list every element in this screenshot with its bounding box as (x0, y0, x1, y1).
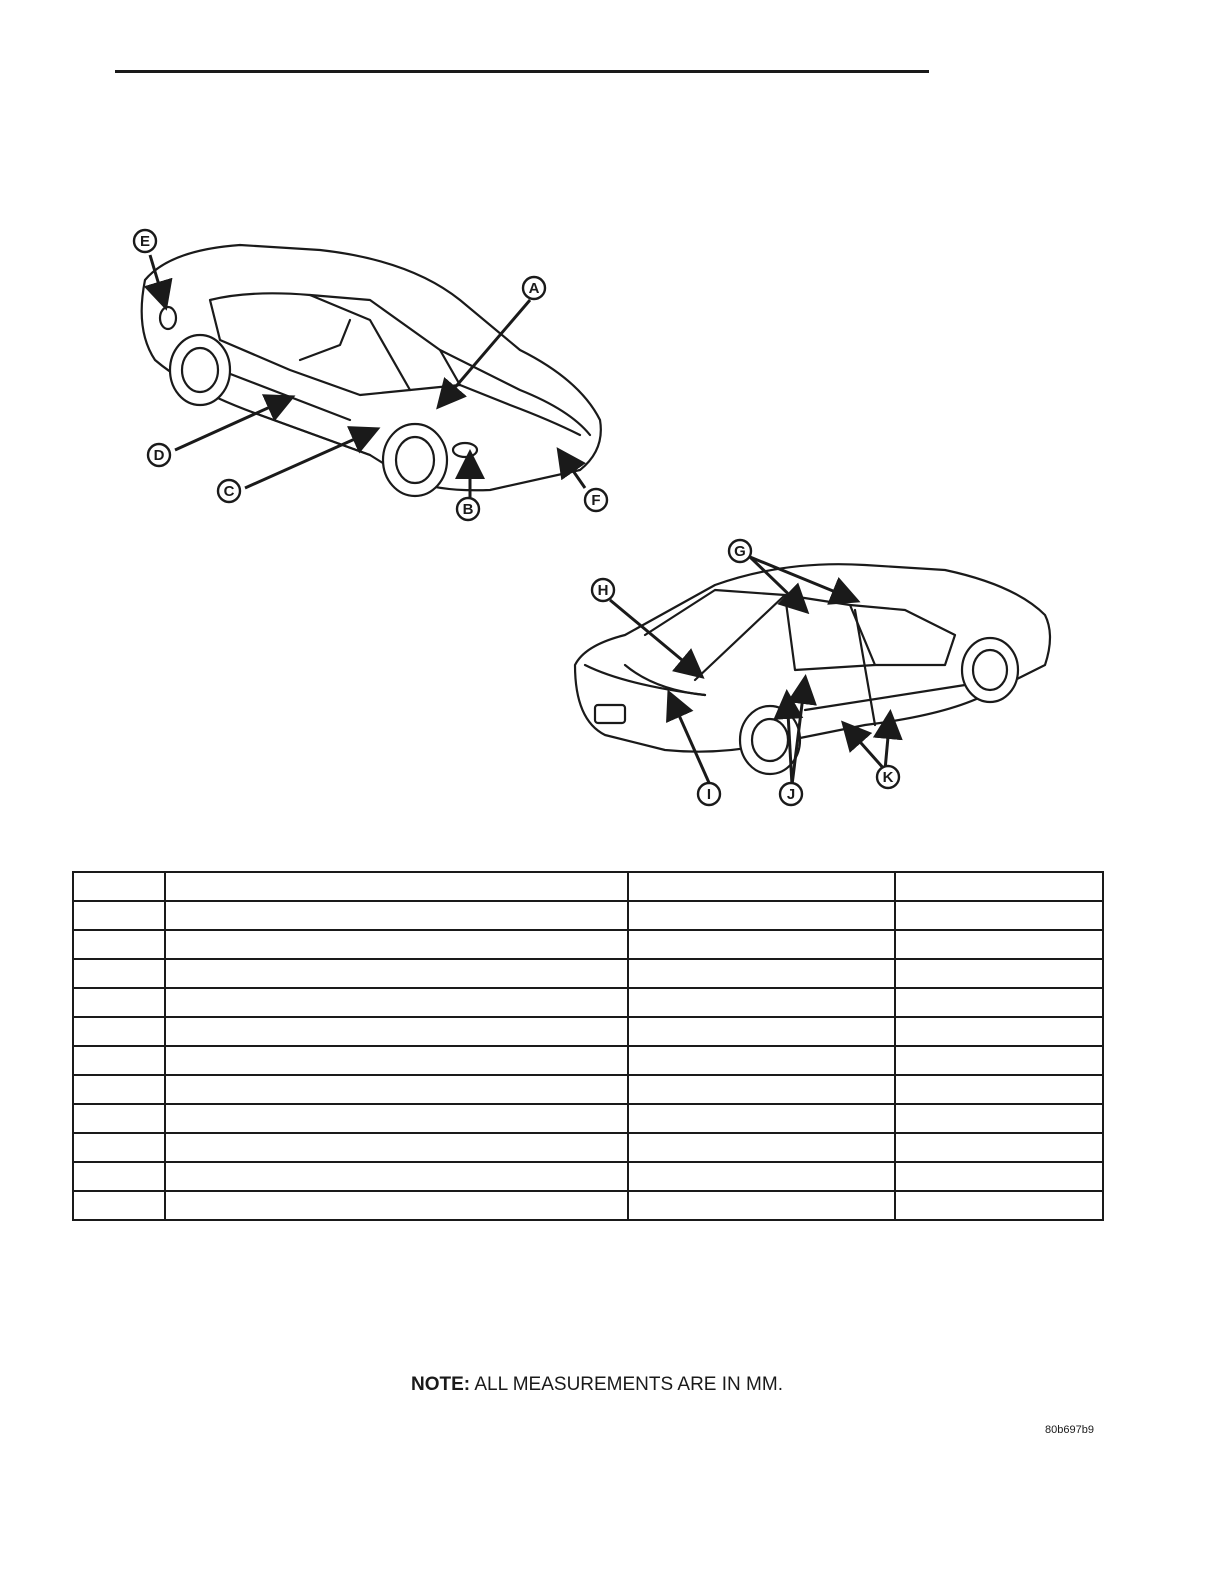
svg-text:C: C (223, 483, 235, 500)
svg-text:A: A (528, 280, 540, 297)
table-row (73, 930, 1103, 959)
front-view-illustration (110, 220, 630, 530)
table-row (73, 988, 1103, 1017)
svg-text:J: J (786, 786, 796, 803)
svg-text:H: H (597, 582, 609, 599)
table-cell (165, 1133, 628, 1162)
callout-b (457, 498, 479, 520)
table-cell (73, 1104, 165, 1133)
table-cell (73, 1191, 165, 1220)
table-cell (628, 1075, 895, 1104)
table-cell (73, 901, 165, 930)
measurement-note (0, 1374, 1194, 1396)
callout-g (729, 540, 751, 562)
table-cell (895, 1162, 1103, 1191)
svg-text:B: B (462, 501, 474, 518)
table-cell (628, 1133, 895, 1162)
table-cell (165, 1104, 628, 1133)
table-cell (73, 1075, 165, 1104)
table-row (73, 1162, 1103, 1191)
table-cell (895, 1133, 1103, 1162)
table-cell (628, 930, 895, 959)
figure-code: 80b697b9 (1045, 1424, 1094, 1436)
table-header-cell (895, 872, 1103, 901)
table-cell (73, 1046, 165, 1075)
table-cell (628, 988, 895, 1017)
table-cell (73, 1017, 165, 1046)
table-row (73, 1104, 1103, 1133)
table-cell (895, 1046, 1103, 1075)
car-body-rear-view (575, 564, 1050, 774)
svg-text:F: F (591, 492, 601, 509)
callout-i (698, 783, 720, 805)
table-cell (165, 1075, 628, 1104)
callout-c (218, 480, 240, 502)
table-header-cell (73, 872, 165, 901)
table-cell (165, 1017, 628, 1046)
top-rule (115, 70, 929, 73)
table-cell (895, 1191, 1103, 1220)
svg-text:I: I (706, 786, 712, 803)
svg-text:G: G (734, 543, 746, 560)
table-cell (895, 930, 1103, 959)
table-cell (165, 988, 628, 1017)
svg-text:K: K (882, 769, 894, 786)
table-row (73, 1046, 1103, 1075)
table-cell (73, 959, 165, 988)
table-cell (628, 1046, 895, 1075)
table-cell (628, 1017, 895, 1046)
table-row (73, 1133, 1103, 1162)
callout-f (585, 489, 607, 511)
table-cell (628, 901, 895, 930)
callout-a (523, 277, 545, 299)
table-row (73, 901, 1103, 930)
table-cell (895, 1075, 1103, 1104)
table-cell (73, 1162, 165, 1191)
svg-text:D: D (153, 447, 165, 464)
table-row (73, 959, 1103, 988)
svg-text:E: E (139, 233, 151, 250)
callout-h (592, 579, 614, 601)
note-text: ALL MEASUREMENTS ARE IN MM. (474, 1374, 783, 1395)
callout-d (148, 444, 170, 466)
table-cell (895, 1017, 1103, 1046)
table-cell (165, 959, 628, 988)
table-row (73, 1191, 1103, 1220)
callout-e (134, 230, 156, 252)
table-header-row (73, 872, 1103, 901)
table-cell (165, 901, 628, 930)
measurement-table (72, 871, 1104, 1221)
table-cell (628, 1104, 895, 1133)
table-cell (895, 1104, 1103, 1133)
table-cell (165, 1191, 628, 1220)
table-row (73, 1075, 1103, 1104)
table-cell (895, 988, 1103, 1017)
table-cell (165, 1162, 628, 1191)
table-cell (73, 930, 165, 959)
table-row (73, 1017, 1103, 1046)
table-cell (628, 1191, 895, 1220)
table-cell (895, 901, 1103, 930)
rear-view-illustration (565, 535, 1055, 815)
table-cell (165, 930, 628, 959)
table-body (73, 901, 1103, 1220)
table-cell (895, 959, 1103, 988)
table-cell (73, 1133, 165, 1162)
table-header-cell (165, 872, 628, 901)
table-cell (165, 1046, 628, 1075)
table-header-cell (628, 872, 895, 901)
note-label: NOTE: (411, 1374, 471, 1395)
table-cell (73, 988, 165, 1017)
callout-j (780, 783, 802, 805)
table-cell (628, 959, 895, 988)
table-cell (628, 1162, 895, 1191)
callout-k (877, 766, 899, 788)
